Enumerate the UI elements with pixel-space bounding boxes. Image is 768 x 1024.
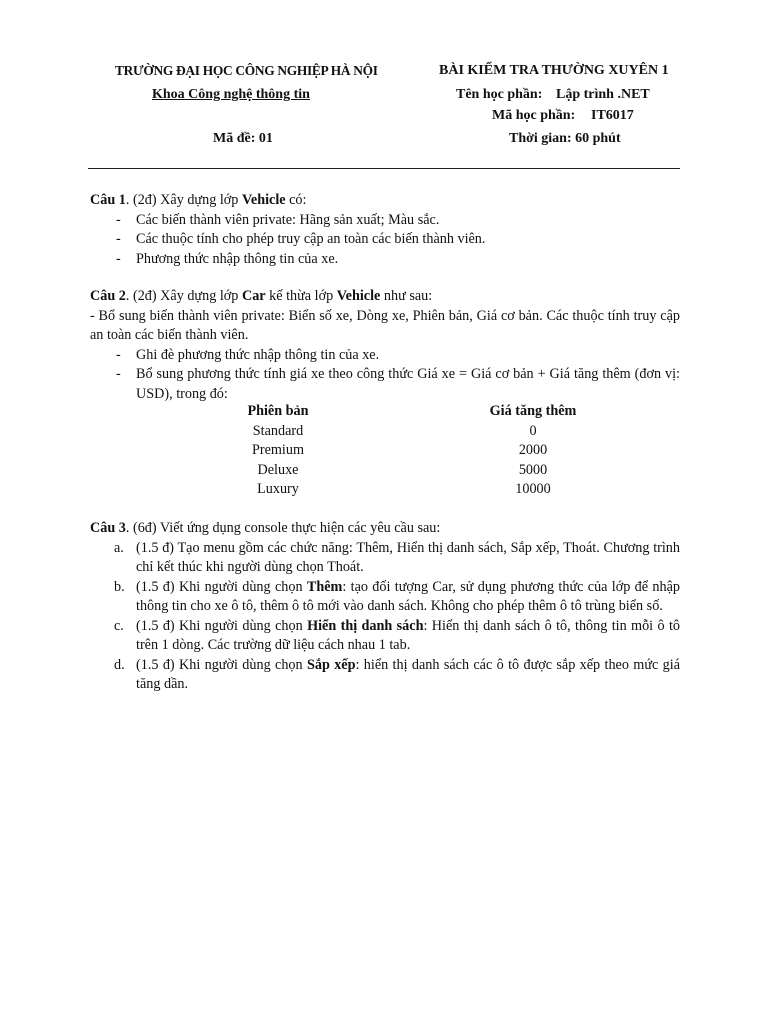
course-name-label: Tên học phần: [456,87,543,102]
table-cell: Deluxe [257,461,299,478]
exam-code: Mã đề: 01 [213,131,273,146]
list-item [90,656,680,695]
list-item: - Các biến thành viên private: Hãng sản xuất; Màu sắc. [90,211,680,231]
item-keyword: Sắp xếp [306,656,356,673]
table-cell: 2000 [518,442,548,458]
list-item: - Phương thức nhập thông tin của xe. [90,250,680,270]
question-2 [90,287,680,404]
question-3-label: Câu 3 [90,520,126,536]
item-marker: a. [114,539,124,556]
item-text: (1.5 đ) Khi người dùng chọn [136,656,307,673]
table-cell: 5000 [518,461,548,478]
question-2-text-end: như sau: [380,288,433,304]
class-vehicle: Vehicle [241,192,286,208]
price-table [228,402,583,500]
course-code: IT6017 [591,108,634,123]
table-cell: Luxury [257,481,299,497]
list-item [90,539,680,578]
exam-title: BÀI KIỂM TRA THƯỜNG XUYÊN 1 [439,63,669,78]
question-3-intro [90,519,680,539]
question-2-label: Câu 2 [90,288,126,304]
item-marker: d. [114,656,125,673]
item-keyword: Thêm [306,578,343,595]
class-car: Car [241,288,266,304]
column-header-version: Phiên bản [247,403,309,419]
question-2-intro [90,287,680,307]
question-1-label: Câu 1 [90,192,126,208]
question-3-text: . (6đ) Viết ứng dụng console thực hiện các yêu cầu sau: [125,520,441,536]
school-name: TRƯỜNG ĐẠI HỌC CÔNG NGHIỆP HÀ NỘI [115,63,378,78]
question-1 [90,191,680,269]
question-2-text: . (2đ) Xây dựng lớp [125,288,242,304]
question-2-list [90,346,680,405]
duration: Thời gian: 60 phút [509,131,621,146]
item-text-end: : tạo đối tượng Car, sử dụng phương thức của lớp để nhập thông tin cho xe ô tô, thêm ô tô mới vào danh sách. Không cho phép thêm ô tô trùng biển số. [136,578,680,614]
class-vehicle: Vehicle [336,288,381,304]
item-text: (1.5 đ) Tạo menu gồm các chức năng: Thêm, Hiển thị danh sách, Sắp xếp, Thoát. Chương trình chỉ kết thúc khi người dùng chọn Thoát. [136,539,680,575]
list-item: - Các thuộc tính cho phép truy cập an toàn các biến thành viên. [90,230,680,250]
question-1-text: . (2đ) Xây dựng lớp [125,192,242,208]
item-text: (1.5 đ) Khi người dùng chọn [136,578,307,595]
item-text-end: : hiển thị danh sách các ô tô được sắp xếp theo mức giá tăng dần. [136,656,680,692]
table-row [228,422,583,442]
question-3 [90,519,680,695]
table-cell: Premium [251,442,305,458]
question-1-text-end: có: [285,192,307,208]
table-cell: 10000 [515,481,551,497]
list-item [90,578,680,617]
table-header-row [228,402,583,422]
question-2-paragraph: - Bổ sung biến thành viên private: Biển số xe, Dòng xe, Phiên bản, Giá cơ bản. Các thuộc tính truy cập an toàn các biến thành viên. [90,307,680,343]
question-3-list [90,539,680,695]
course-code-label: Mã học phần: [492,108,576,123]
item-text: (1.5 đ) Khi người dùng chọn [136,617,308,634]
table-cell: Standard [252,422,304,439]
course-name: Lập trình .NET [556,87,650,102]
item-keyword: Hiển thị danh sách [307,617,424,634]
item-marker: b. [114,578,125,595]
item-marker: c. [114,617,124,634]
table-row [228,480,583,500]
header-divider [88,168,680,169]
column-header-extra-price: Giá tăng thêm [489,403,577,419]
item-text-end: : Hiển thị danh sách ô tô, thông tin mỗi ô tô trên 1 dòng. Các trường dữ liệu cách nhau 1 tab. [136,617,680,653]
faculty-name: Khoa Công nghệ thông tin [152,87,310,102]
question-2-text-mid: kế thừa lớp [265,288,337,304]
list-item: - Ghi đè phương thức nhập thông tin của xe. [90,346,680,366]
list-item [90,617,680,656]
list-item: - Bổ sung phương thức tính giá xe theo công thức Giá xe = Giá cơ bản + Giá tăng thêm (đơn vị: USD), trong đó: [90,365,680,404]
table-cell: 0 [529,422,537,439]
table-row [228,461,583,481]
question-1-list [90,211,680,270]
table-row [228,441,583,461]
question-1-intro [90,191,680,211]
